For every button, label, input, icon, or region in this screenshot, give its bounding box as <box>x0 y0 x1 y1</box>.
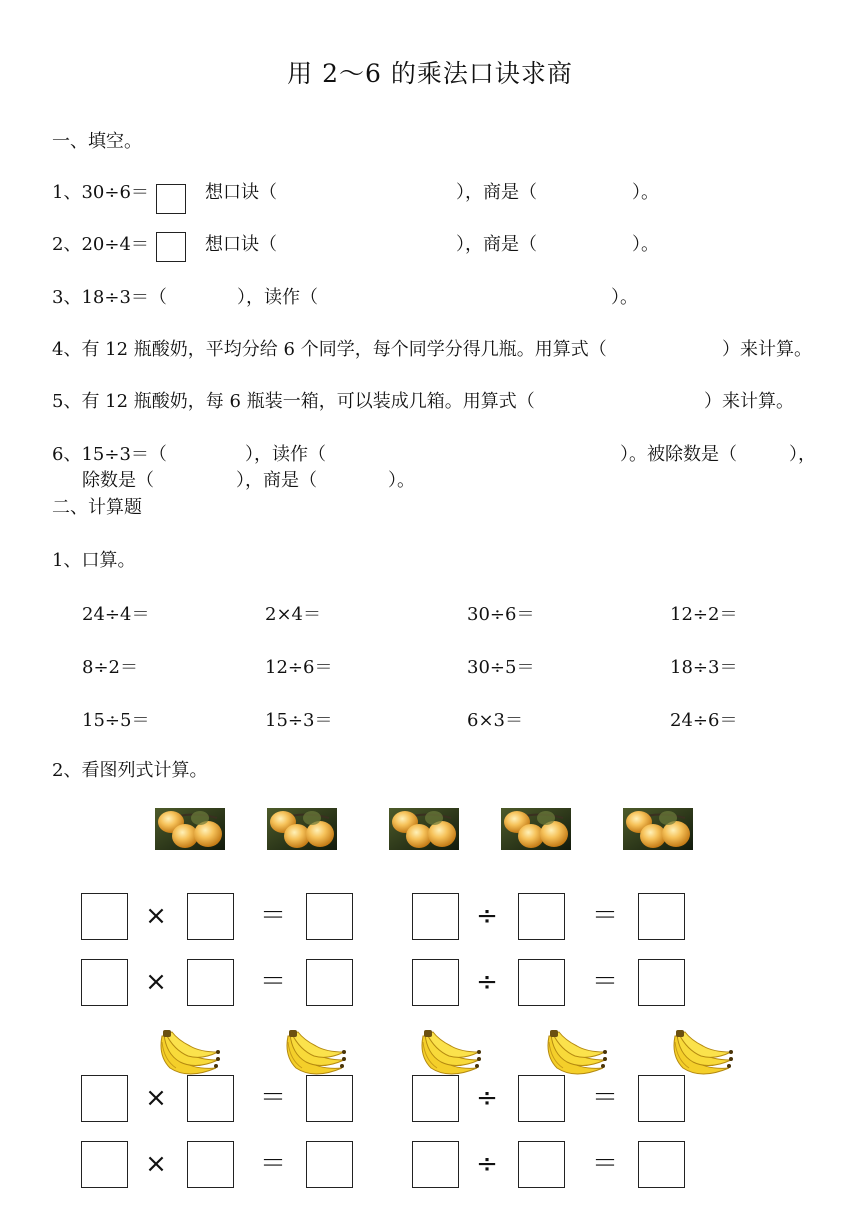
equals-sign: ＝ <box>591 967 618 997</box>
quotient-box[interactable] <box>638 1141 685 1188</box>
q2-answer-box[interactable] <box>156 232 186 262</box>
q2-quotient-label: ），商是（ <box>456 234 537 255</box>
oral-item: 24÷6＝ <box>670 710 738 731</box>
loquat-fruit-icon <box>389 808 459 850</box>
equals-sign: ＝ <box>259 967 286 997</box>
q2-expression: 2、20÷4＝ <box>52 234 149 255</box>
banana-bunch-icon <box>280 1030 346 1078</box>
loquat-fruit-icon <box>623 808 693 850</box>
q6-dividend-label: ）。被除数是（ <box>620 444 737 465</box>
factor-box[interactable] <box>81 1141 128 1188</box>
divide-sign: ÷ <box>476 967 498 997</box>
factor-box[interactable] <box>187 1141 234 1188</box>
oral-item: 15÷5＝ <box>82 710 150 731</box>
equals-sign: ＝ <box>591 901 618 931</box>
times-sign: × <box>145 901 167 931</box>
q4-tail: ）来计算。 <box>722 339 812 360</box>
factor-box[interactable] <box>81 959 128 1006</box>
product-box[interactable] <box>306 959 353 1006</box>
equals-sign: ＝ <box>591 1083 618 1113</box>
quotient-box[interactable] <box>638 959 685 1006</box>
q5-tail: ）来计算。 <box>704 391 794 412</box>
product-box[interactable] <box>306 1141 353 1188</box>
q6-expression: 6、15÷3＝（ <box>52 444 167 465</box>
q3-read-as: ），读作（ <box>237 287 318 308</box>
divide-sign: ÷ <box>476 1083 498 1113</box>
oral-calc-heading: 1、口算。 <box>52 550 136 571</box>
oral-item: 30÷6＝ <box>467 604 535 625</box>
dividend-box[interactable] <box>412 1141 459 1188</box>
equals-sign: ＝ <box>259 1149 286 1179</box>
q5-question: 5、有 12 瓶酸奶，每 6 瓶装一箱，可以装成几箱。用算式（ <box>52 391 535 412</box>
oral-item: 15÷3＝ <box>265 710 333 731</box>
q1-think-formula: 想口诀（ <box>205 182 277 203</box>
q2-think-formula: 想口诀（ <box>205 234 277 255</box>
q3-expression: 3、18÷3＝（ <box>52 287 167 308</box>
banana-bunch-icon <box>154 1030 220 1078</box>
oral-item: 6×3＝ <box>467 710 523 731</box>
oral-item: 2×4＝ <box>265 604 321 625</box>
quotient-box[interactable] <box>638 1075 685 1122</box>
q6-divisor-label: 除数是（ <box>82 470 154 491</box>
dividend-box[interactable] <box>412 893 459 940</box>
banana-bunch-icon <box>541 1030 607 1078</box>
product-box[interactable] <box>306 893 353 940</box>
divisor-box[interactable] <box>518 1141 565 1188</box>
oral-item: 8÷2＝ <box>82 657 138 678</box>
equals-sign: ＝ <box>591 1149 618 1179</box>
equals-sign: ＝ <box>259 901 286 931</box>
divisor-box[interactable] <box>518 1075 565 1122</box>
divide-sign: ÷ <box>476 901 498 931</box>
loquat-fruit-icon <box>155 808 225 850</box>
loquat-fruit-icon <box>267 808 337 850</box>
banana-bunch-icon <box>667 1030 733 1078</box>
q2-close: ）。 <box>632 234 659 255</box>
times-sign: × <box>145 1083 167 1113</box>
factor-box[interactable] <box>81 1075 128 1122</box>
oral-item: 12÷2＝ <box>670 604 738 625</box>
page-title: 用 2～6 的乘法口诀求商 <box>287 59 573 88</box>
q6-dividend-close: ）， <box>789 444 816 465</box>
product-box[interactable] <box>306 1075 353 1122</box>
banana-bunch-icon <box>415 1030 481 1078</box>
divisor-box[interactable] <box>518 893 565 940</box>
divisor-box[interactable] <box>518 959 565 1006</box>
factor-box[interactable] <box>187 959 234 1006</box>
section-heading-fill-blank: 一、填空。 <box>52 131 142 152</box>
factor-box[interactable] <box>187 1075 234 1122</box>
factor-box[interactable] <box>81 893 128 940</box>
oral-item: 12÷6＝ <box>265 657 333 678</box>
divide-sign: ÷ <box>476 1149 498 1179</box>
oral-item: 18÷3＝ <box>670 657 738 678</box>
q1-close: ）。 <box>632 182 659 203</box>
quotient-box[interactable] <box>638 893 685 940</box>
q1-answer-box[interactable] <box>156 184 186 214</box>
section-heading-calculation: 二、计算题 <box>52 497 142 518</box>
loquat-fruit-icon <box>501 808 571 850</box>
q1-quotient-label: ），商是（ <box>456 182 537 203</box>
factor-box[interactable] <box>187 893 234 940</box>
dividend-box[interactable] <box>412 959 459 1006</box>
equals-sign: ＝ <box>259 1083 286 1113</box>
dividend-box[interactable] <box>412 1075 459 1122</box>
q6-quotient-label: ），商是（ <box>236 470 317 491</box>
times-sign: × <box>145 1149 167 1179</box>
times-sign: × <box>145 967 167 997</box>
q1-expression: 1、30÷6＝ <box>52 182 149 203</box>
picture-calc-heading: 2、看图列式计算。 <box>52 760 208 781</box>
oral-item: 24÷4＝ <box>82 604 150 625</box>
q4-question: 4、有 12 瓶酸奶，平均分给 6 个同学，每个同学分得几瓶。用算式（ <box>52 339 607 360</box>
q3-close: ）。 <box>611 287 638 308</box>
q6-close: ）。 <box>388 470 415 491</box>
q6-read-as: ），读作（ <box>245 444 326 465</box>
oral-item: 30÷5＝ <box>467 657 535 678</box>
